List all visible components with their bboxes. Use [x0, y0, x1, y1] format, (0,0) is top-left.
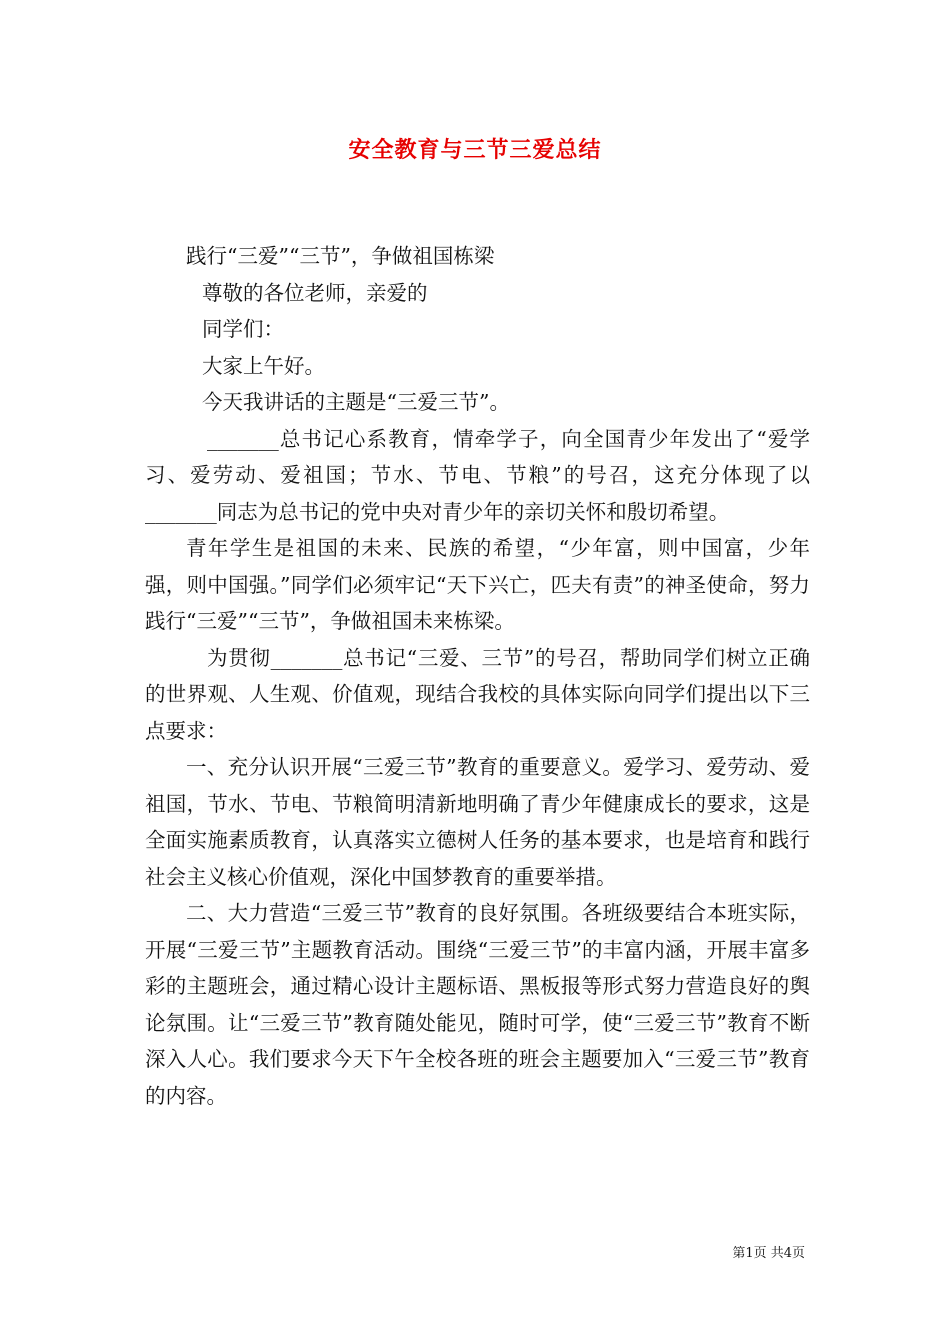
document-body [145, 238, 810, 1114]
body-paragraph-3: 为贯彻_______总书记“三爱、三节”的号召，帮助同学们树立正确的世界观、人生观、价值观，现结合我校的具体实际向同学们提出以下三点要求： [145, 645, 810, 743]
document-title: 安全教育与三节三爱总结 [348, 137, 602, 163]
salutation-line-2: 同学们： [202, 317, 284, 341]
page-number-footer: 第1页 共4页 [732, 1246, 805, 1261]
body-paragraph-2: 青年学生是祖国的未来、民族的希望，“少年富，则中国富，少年强，则中国强。”同学们必须牢记“天下兴亡，匹夫有责”的神圣使命，努力践行“三爱”“三节”，争做祖国未来栋梁。 [145, 536, 810, 633]
speech-heading: 践行“三爱”“三节”，争做祖国栋梁 [186, 244, 495, 268]
greeting-line: 大家上午好。 [202, 353, 325, 378]
requirement-2-paragraph: 二、大力营造“三爱三节”教育的良好氛围。各班级要结合本班实际，开展“三爱三节”主题教育活动。围绕“三爱三节”的丰富内涵，开展丰富多彩的主题班会，通过精心设计主题标语、黑板报等形式努力营造良好的舆论氛围。让“三爱三节”教育随处能见，随时可学，使“三爱三节”教育不断深入人心。我们要求今天下午全校各班的班会主题要加入“三爱三节”教育的内容。 [145, 901, 810, 1108]
topic-line: 今天我讲话的主题是“三爱三节”。 [202, 390, 510, 414]
salutation-line-1: 尊敬的各位老师，亲爱的 [202, 280, 428, 305]
body-paragraph-1: _______总书记心系教育，情牵学子，向全国青少年发出了“爱学习、爱劳动、爱祖国；节水、节电、节粮”的号召，这充分体现了以_______同志为总书记的党中央对青少年的亲切关怀和殷切希望。 [145, 426, 810, 524]
requirement-1-paragraph: 一、充分认识开展“三爱三节”教育的重要意义。爱学习、爱劳动、爱祖国，节水、节电、节粮简明清新地明确了青少年健康成长的要求，这是全面实施素质教育，认真落实立德树人任务的基本要求，也是培育和践行社会主义核心价值观，深化中国梦教育的重要举措。 [145, 755, 810, 889]
